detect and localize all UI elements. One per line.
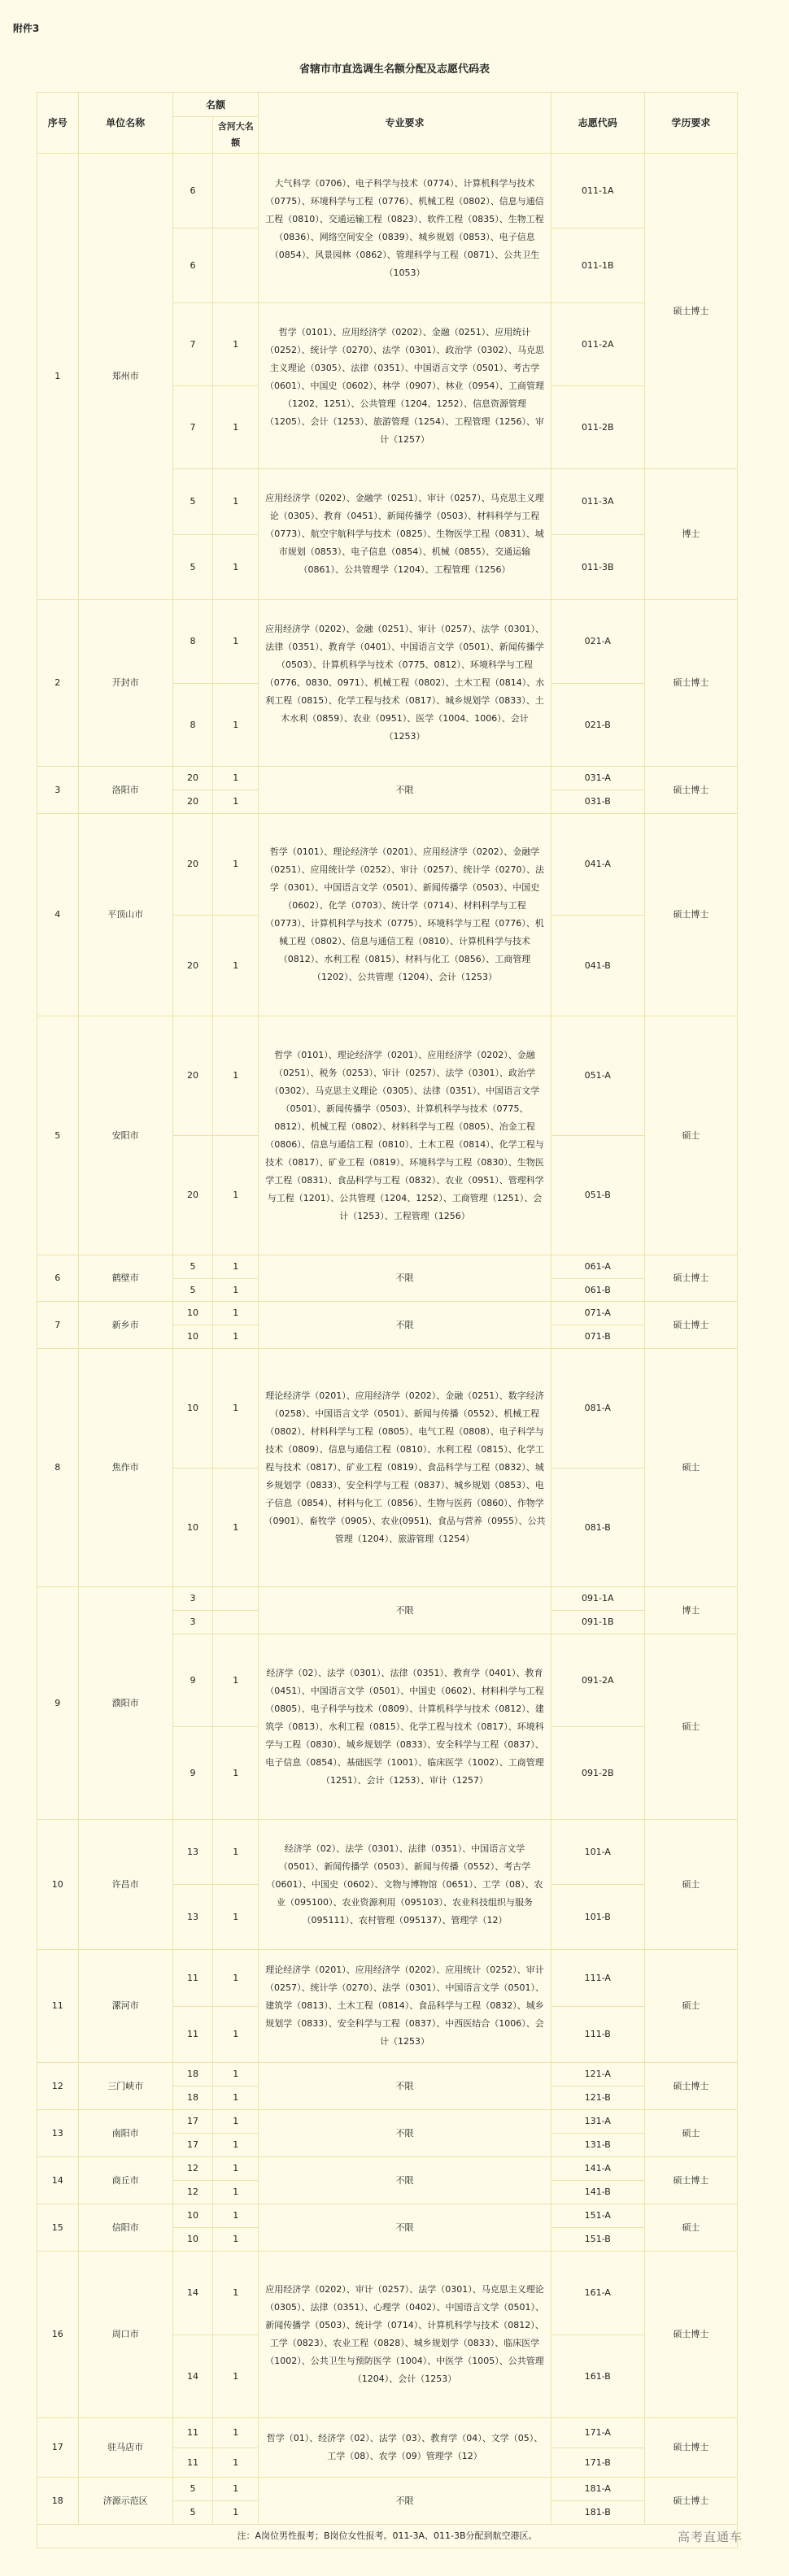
degree-cell: 硕士博士 xyxy=(644,814,737,1016)
major-cell: 理论经济学（0201）、应用经济学（0202）、应用统计（0252）、审计（0257）、统计学（0270）、法学（0301）、中国语言文学（0501）、建筑学（0813）、土木工程（0814）、食品科学与工程（0832）、城乡规划学（0833）、安全科学与工程（0837）、中西医结合（1006）、会计（1253） xyxy=(259,1950,551,2063)
henu-cell: 1 xyxy=(213,2478,259,2501)
henu-cell: 1 xyxy=(213,2007,259,2063)
seq-cell: 9 xyxy=(37,1587,79,1820)
watermark-text: 高考直通车 xyxy=(678,2530,743,2544)
code-cell: 041-B xyxy=(551,916,644,1016)
code-cell: 091-2B xyxy=(551,1727,644,1820)
code-cell: 091-1B xyxy=(551,1611,644,1634)
major-cell: 应用经济学（0202）、金融学（0251）、审计（0257）、马克思主义理论（0305）、教育（0451）、新闻传播学（0503）、材料科学与工程（0773）、航空宇航科学与技术（0825）、生物医学工程（0831）、城市规划（0853）、电子信息（0854）、机械（0855）、交通运输（0861）、公共管理学（1204）、工程管理（1256） xyxy=(259,469,551,600)
degree-cell: 硕士博士 xyxy=(644,1302,737,1349)
major-cell: 不限 xyxy=(259,1587,551,1634)
henu-cell: 1 xyxy=(213,1885,259,1950)
header-code: 志愿代码 xyxy=(551,93,644,154)
quota-cell: 7 xyxy=(172,386,213,469)
quota-cell: 11 xyxy=(172,1950,213,2007)
quota-cell: 13 xyxy=(172,1820,213,1885)
major-cell: 不限 xyxy=(259,2204,551,2252)
quota-cell: 10 xyxy=(172,2204,213,2228)
table-row xyxy=(37,1820,738,1885)
quota-cell: 18 xyxy=(172,2063,213,2086)
degree-cell: 硕士 xyxy=(644,2110,737,2157)
unit-cell: 洛阳市 xyxy=(78,767,172,814)
quota-cell: 17 xyxy=(172,2134,213,2157)
code-cell: 071-B xyxy=(551,1325,644,1349)
major-cell: 理论经济学（0201）、应用经济学（0202）、金融（0251）、数字经济（0258）、中国语言文学（0501）、新闻与传播（0552）、机械工程（0802）、材料科学与工程（0805）、电气工程（0808）、电子科学与技术（0809）、信息与通信工程（0810）、水利工程（0815）、化学工程与技术（0817）、矿业工程（0819）、食品科学与工程（0832）、城乡规划学（0833）、安全科学与工程（0837）、城乡规划（0853）、电子信息（0854）、材料与化工（0856）、生物与医药（0860）、作物学（0901）、畜牧学（0905）、农业(0951)、食品与营养（0955）、公共管理（1204）、旅游管理（1254） xyxy=(259,1349,551,1587)
table-row xyxy=(37,2418,738,2448)
quota-cell: 11 xyxy=(172,2007,213,2063)
quota-cell: 20 xyxy=(172,1016,213,1136)
degree-cell: 硕士博士 xyxy=(644,1255,737,1302)
code-cell: 011-3B xyxy=(551,535,644,600)
header-degree: 学历要求 xyxy=(644,93,737,154)
henu-cell: 1 xyxy=(213,600,259,684)
henu-cell: 1 xyxy=(213,767,259,790)
henu-cell: 1 xyxy=(213,2110,259,2134)
henu-cell: 1 xyxy=(213,1349,259,1469)
code-cell: 011-1A xyxy=(551,154,644,228)
code-cell: 051-B xyxy=(551,1136,644,1255)
quota-cell: 5 xyxy=(172,1279,213,1302)
henu-cell: 1 xyxy=(213,2228,259,2252)
degree-cell: 硕士博士 xyxy=(644,2252,737,2418)
henu-cell: 1 xyxy=(213,814,259,916)
henu-cell: 1 xyxy=(213,2157,259,2181)
henu-cell: 1 xyxy=(213,2418,259,2448)
table-row xyxy=(37,1349,738,1469)
table-row xyxy=(37,2204,738,2228)
henu-cell: 1 xyxy=(213,1279,259,1302)
henu-cell: 1 xyxy=(213,2134,259,2157)
henu-cell: 1 xyxy=(213,2181,259,2204)
header-henu-quota: 含河大名额 xyxy=(213,117,259,154)
henu-cell: 1 xyxy=(213,1136,259,1255)
code-cell: 011-1B xyxy=(551,228,644,303)
degree-cell: 硕士博士 xyxy=(644,2157,737,2204)
major-cell: 哲学（01）、经济学（02）、法学（03）、教育学（04）、文学（05）、工学（08）、农学（09）管理学（12） xyxy=(259,2418,551,2478)
quota-cell: 7 xyxy=(172,303,213,386)
seq-cell: 1 xyxy=(37,154,79,600)
table-row xyxy=(37,2110,738,2134)
unit-cell: 驻马店市 xyxy=(78,2418,172,2478)
henu-cell: 1 xyxy=(213,790,259,814)
degree-cell: 硕士 xyxy=(644,1349,737,1587)
seq-cell: 14 xyxy=(37,2157,79,2204)
quota-cell: 6 xyxy=(172,228,213,303)
code-cell: 101-B xyxy=(551,1885,644,1950)
header-seq: 序号 xyxy=(37,93,79,154)
degree-cell: 硕士 xyxy=(644,2204,737,2252)
henu-cell: 1 xyxy=(213,684,259,767)
table-row xyxy=(37,2252,738,2335)
quota-cell: 10 xyxy=(172,2228,213,2252)
code-cell: 091-2A xyxy=(551,1634,644,1727)
code-cell: 161-A xyxy=(551,2252,644,2335)
quota-cell: 11 xyxy=(172,2448,213,2478)
code-cell: 021-B xyxy=(551,684,644,767)
unit-cell: 新乡市 xyxy=(78,1302,172,1349)
quota-cell: 20 xyxy=(172,1136,213,1255)
henu-cell: 1 xyxy=(213,2501,259,2525)
code-cell: 011-2B xyxy=(551,386,644,469)
attachment-label: 附件3 xyxy=(13,23,40,34)
seq-cell: 17 xyxy=(37,2418,79,2478)
code-cell: 171-B xyxy=(551,2448,644,2478)
henu-cell xyxy=(213,228,259,303)
henu-cell: 1 xyxy=(213,2252,259,2335)
table-row xyxy=(37,1587,738,1611)
degree-cell: 硕士博士 xyxy=(644,154,737,469)
seq-cell: 5 xyxy=(37,1016,79,1255)
unit-cell: 郑州市 xyxy=(78,154,172,600)
degree-cell: 博士 xyxy=(644,469,737,600)
code-cell: 071-A xyxy=(551,1302,644,1325)
header-quota: 名额 xyxy=(172,93,258,117)
unit-cell: 焦作市 xyxy=(78,1349,172,1587)
major-cell: 应用经济学（0202）、金融（0251）、审计（0257）、法学（0301）、法律（0351）、教育学（0401）、中国语言文学（0501）、新闻传播学（0503）、计算机科学与技术（0775、0812）、环境科学与工程（0776、0830、0971）、机械工程（0802）、土木工程（0814）、水利工程（0815）、化学工程与技术（0817）、城乡规划学（0833）、土木水利（0859）、农业（0951）、医学（1004、1006）、会计（1253） xyxy=(259,600,551,767)
unit-cell: 开封市 xyxy=(78,600,172,767)
unit-cell: 漯河市 xyxy=(78,1950,172,2063)
code-cell: 121-A xyxy=(551,2063,644,2086)
quota-cell: 9 xyxy=(172,1634,213,1727)
degree-cell: 硕士 xyxy=(644,1634,737,1820)
code-cell: 181-B xyxy=(551,2501,644,2525)
table-note: 注：A岗位男性报考；B岗位女性报考。011-3A、011-3B分配到航空港区。 xyxy=(37,2525,738,2548)
major-cell: 不限 xyxy=(259,767,551,814)
quota-cell: 10 xyxy=(172,1302,213,1325)
quota-cell: 8 xyxy=(172,684,213,767)
henu-cell: 1 xyxy=(213,1469,259,1587)
seq-cell: 8 xyxy=(37,1349,79,1587)
major-cell: 不限 xyxy=(259,2478,551,2525)
degree-cell: 硕士博士 xyxy=(644,2063,737,2110)
henu-cell: 1 xyxy=(213,2086,259,2110)
henu-cell: 1 xyxy=(213,2063,259,2086)
quota-cell: 20 xyxy=(172,814,213,916)
quota-cell: 11 xyxy=(172,2418,213,2448)
code-cell: 171-A xyxy=(551,2418,644,2448)
degree-cell: 硕士 xyxy=(644,1950,737,2063)
code-cell: 131-B xyxy=(551,2134,644,2157)
quota-cell: 12 xyxy=(172,2157,213,2181)
seq-cell: 3 xyxy=(37,767,79,814)
henu-cell: 1 xyxy=(213,1820,259,1885)
seq-cell: 18 xyxy=(37,2478,79,2525)
code-cell: 061-B xyxy=(551,1279,644,1302)
table-row xyxy=(37,600,738,684)
quota-cell: 14 xyxy=(172,2335,213,2418)
page-title: 省辖市市直选调生名额分配及志愿代码表 xyxy=(299,63,490,76)
henu-cell: 1 xyxy=(213,1016,259,1136)
seq-cell: 10 xyxy=(37,1820,79,1950)
code-cell: 061-A xyxy=(551,1255,644,1279)
unit-cell: 信阳市 xyxy=(78,2204,172,2252)
quota-cell: 5 xyxy=(172,535,213,600)
henu-cell: 1 xyxy=(213,303,259,386)
code-cell: 011-2A xyxy=(551,303,644,386)
seq-cell: 16 xyxy=(37,2252,79,2418)
major-cell: 哲学（0101）、理论经济学（0201）、应用经济学（0202）、金融（0251）、税务（0253）、审计（0257）、法学（0301）、政治学（0302）、马克思主义理论（0305）、法律（0351）、中国语言文学（0501）、新闻传播学（0503）、计算机科学与技术（0775、0812）、机械工程（0802）、材料科学与工程（0805）、冶金工程（0806）、信息与通信工程（0810）、土木工程（0814）、化学工程与技术（0817）、矿业工程（0819）、环境科学与工程（0830）、生物医学工程（0831）、食品科学与工程（0832）、农业（0951）、管理科学与工程（1201）、公共管理（1204、1252）、工商管理（1251）、会计（1253）、工程管理（1256） xyxy=(259,1016,551,1255)
code-cell: 031-B xyxy=(551,790,644,814)
table-row xyxy=(37,1302,738,1325)
quota-cell: 20 xyxy=(172,916,213,1016)
seq-cell: 15 xyxy=(37,2204,79,2252)
unit-cell: 南阳市 xyxy=(78,2110,172,2157)
unit-cell: 濮阳市 xyxy=(78,1587,172,1820)
unit-cell: 许昌市 xyxy=(78,1820,172,1950)
unit-cell: 三门峡市 xyxy=(78,2063,172,2110)
henu-cell: 1 xyxy=(213,1255,259,1279)
code-cell: 121-B xyxy=(551,2086,644,2110)
table-row xyxy=(37,2478,738,2501)
quota-cell: 3 xyxy=(172,1611,213,1634)
code-cell: 081-B xyxy=(551,1469,644,1587)
henu-cell: 1 xyxy=(213,535,259,600)
code-cell: 161-B xyxy=(551,2335,644,2418)
table-row xyxy=(37,1016,738,1136)
quota-cell: 18 xyxy=(172,2086,213,2110)
major-cell: 不限 xyxy=(259,2157,551,2204)
table-row xyxy=(37,767,738,790)
quota-table xyxy=(37,92,738,2548)
code-cell: 141-A xyxy=(551,2157,644,2181)
henu-cell xyxy=(213,154,259,228)
degree-cell: 博士 xyxy=(644,1587,737,1634)
code-cell: 101-A xyxy=(551,1820,644,1885)
code-cell: 111-B xyxy=(551,2007,644,2063)
henu-cell: 1 xyxy=(213,1302,259,1325)
seq-cell: 4 xyxy=(37,814,79,1016)
header-unit: 单位名称 xyxy=(78,93,172,154)
note-row xyxy=(37,2525,738,2548)
unit-cell: 安阳市 xyxy=(78,1016,172,1255)
code-cell: 181-A xyxy=(551,2478,644,2501)
quota-cell: 12 xyxy=(172,2181,213,2204)
code-cell: 131-A xyxy=(551,2110,644,2134)
quota-cell: 6 xyxy=(172,154,213,228)
quota-cell: 10 xyxy=(172,1325,213,1349)
major-cell: 不限 xyxy=(259,1302,551,1349)
henu-cell: 1 xyxy=(213,1325,259,1349)
henu-cell xyxy=(213,1611,259,1634)
code-cell: 111-A xyxy=(551,1950,644,2007)
major-cell: 经济学（02）、法学（0301）、法律（0351）、教育学（0401）、教育（0451）、中国语言文学（0501）、中国史（0602）、材料科学与工程（0805）、电子科学与技术（0809）、计算机科学与技术（0812）、建筑学（0813）、水利工程（0815）、化学工程与技术（0817）、环境科学与工程（0830）、城乡规划学（0833）、安全科学与工程（0837）、电子信息（0854）、基础医学（1001）、临床医学（1002）、工商管理（1251）、会计（1253）、审计（1257） xyxy=(259,1634,551,1820)
table-row xyxy=(37,2157,738,2181)
henu-cell: 1 xyxy=(213,1727,259,1820)
quota-cell: 20 xyxy=(172,790,213,814)
major-cell: 经济学（02）、法学（0301）、法律（0351）、中国语言文学（0501）、新闻传播学（0503）、新闻与传播（0552）、考古学（0601）、中国史（0602）、文物与博物馆（0651）、工学（08）、农业（095100）、农业资源利用（095103）、农业科技组织与服务（095111）、农村管理（095137）、管理学（12） xyxy=(259,1820,551,1950)
henu-cell: 1 xyxy=(213,386,259,469)
degree-cell: 硕士 xyxy=(644,1016,737,1255)
code-cell: 151-A xyxy=(551,2204,644,2228)
quota-cell: 13 xyxy=(172,1885,213,1950)
degree-cell: 硕士 xyxy=(644,1820,737,1950)
quota-cell: 14 xyxy=(172,2252,213,2335)
henu-cell: 1 xyxy=(213,2335,259,2418)
unit-cell: 平顶山市 xyxy=(78,814,172,1016)
code-cell: 051-A xyxy=(551,1016,644,1136)
quota-cell: 10 xyxy=(172,1349,213,1469)
header-major: 专业要求 xyxy=(259,93,551,154)
quota-cell: 10 xyxy=(172,1469,213,1587)
code-cell: 091-1A xyxy=(551,1587,644,1611)
table-row xyxy=(37,814,738,916)
code-cell: 151-B xyxy=(551,2228,644,2252)
seq-cell: 11 xyxy=(37,1950,79,2063)
unit-cell: 商丘市 xyxy=(78,2157,172,2204)
henu-cell: 1 xyxy=(213,2448,259,2478)
header-quota-total xyxy=(172,117,213,154)
major-cell: 不限 xyxy=(259,1255,551,1302)
major-cell: 不限 xyxy=(259,2110,551,2157)
degree-cell: 硕士博士 xyxy=(644,2418,737,2478)
seq-cell: 13 xyxy=(37,2110,79,2157)
degree-cell: 硕士博士 xyxy=(644,767,737,814)
degree-cell: 硕士博士 xyxy=(644,2478,737,2525)
table-row xyxy=(37,154,738,228)
major-cell: 哲学（0101）、理论经济学（0201）、应用经济学（0202）、金融学（0251）、应用统计学（0252）、审计（0257）、统计学（0270）、法学（0301）、中国语言文学（0501）、新闻传播学（0503）、中国史（0602）、化学（0703）、统计学（0714）、材料科学与工程（0773）、计算机科学与技术（0775）、环境科学与工程（0776）、机械工程（0802）、信息与通信工程（0810）、计算机科学与技术（0812）、水利工程（0815）、材料与化工（0856）、工商管理（1202）、公共管理（1204）、会计（1253） xyxy=(259,814,551,1016)
quota-cell: 17 xyxy=(172,2110,213,2134)
henu-cell: 1 xyxy=(213,469,259,535)
henu-cell: 1 xyxy=(213,1950,259,2007)
code-cell: 081-A xyxy=(551,1349,644,1469)
quota-cell: 5 xyxy=(172,2501,213,2525)
major-cell: 哲学（0101）、应用经济学（0202）、金融（0251）、应用统计（0252）、统计学（0270）、法学（0301）、政治学（0302）、马克思主义理论（0305）、法律（0351）、中国语言文学（0501）、考古学（0601）、中国史（0602）、林学（0907）、林业（0954）、工商管理（1202、1251）、公共管理（1204、1252）、信息资源管理（1205）、会计（1253）、旅游管理（1254）、工程管理（1256）、审计（1257） xyxy=(259,303,551,469)
quota-cell: 20 xyxy=(172,767,213,790)
code-cell: 141-B xyxy=(551,2181,644,2204)
seq-cell: 7 xyxy=(37,1302,79,1349)
henu-cell: 1 xyxy=(213,2204,259,2228)
unit-cell: 周口市 xyxy=(78,2252,172,2418)
quota-cell: 3 xyxy=(172,1587,213,1611)
code-cell: 011-3A xyxy=(551,469,644,535)
quota-cell: 5 xyxy=(172,1255,213,1279)
degree-cell: 硕士博士 xyxy=(644,600,737,767)
henu-cell: 1 xyxy=(213,1634,259,1727)
table-row xyxy=(37,1255,738,1279)
code-cell: 041-A xyxy=(551,814,644,916)
henu-cell: 1 xyxy=(213,916,259,1016)
table-row xyxy=(37,1950,738,2007)
table-row xyxy=(37,2063,738,2086)
major-cell: 大气科学（0706）、电子科学与技术（0774）、计算机科学与技术（0775）、环境科学与工程（0776）、机械工程（0802）、信息与通信工程（0810）、交通运输工程（0823）、软件工程（0835）、生物工程（0836）、网络空间安全（0839）、城乡规划（0853）、电子信息（0854）、风景园林（0862）、管理科学与工程（0871）、公共卫生（1053） xyxy=(259,154,551,303)
major-cell: 应用经济学（0202）、审计（0257）、法学（0301）、马克思主义理论（0305）、法律（0351）、心理学（0402）、中国语言文学（0501）、新闻传播学（0503）、统计学（0714）、计算机科学与技术（0812）、工学（0823）、农业工程（0828）、城乡规划学（0833）、临床医学（1002）、公共卫生与预防医学（1004）、中医学（1005）、公共管理（1204）、会计（1253） xyxy=(259,2252,551,2418)
quota-cell: 9 xyxy=(172,1727,213,1820)
unit-cell: 济源示范区 xyxy=(78,2478,172,2525)
major-cell: 不限 xyxy=(259,2063,551,2110)
quota-cell: 8 xyxy=(172,600,213,684)
quota-cell: 5 xyxy=(172,2478,213,2501)
seq-cell: 2 xyxy=(37,600,79,767)
unit-cell: 鹤壁市 xyxy=(78,1255,172,1302)
seq-cell: 12 xyxy=(37,2063,79,2110)
seq-cell: 6 xyxy=(37,1255,79,1302)
code-cell: 021-A xyxy=(551,600,644,684)
code-cell: 031-A xyxy=(551,767,644,790)
quota-cell: 5 xyxy=(172,469,213,535)
henu-cell xyxy=(213,1587,259,1611)
